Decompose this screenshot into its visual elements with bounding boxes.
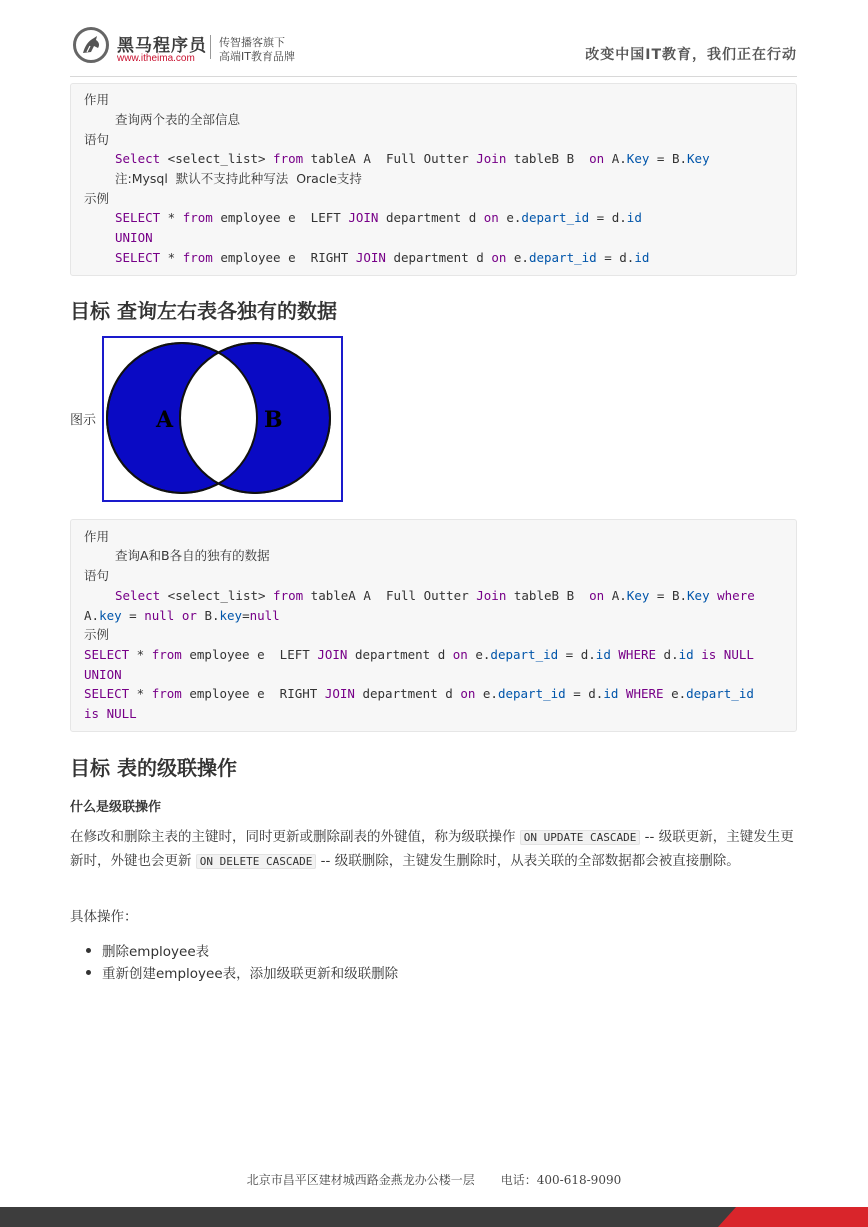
label-purpose: 作用 <box>84 529 110 544</box>
inline-code-on-delete: ON DELETE CASCADE <box>196 854 317 869</box>
brand-url: www.itheima.com <box>117 53 195 64</box>
figure-label: 图示 <box>70 413 97 428</box>
list-item: 重新创建employee表，添加级联更新和级联删除 <box>86 962 398 982</box>
cascade-subtitle: 什么是级联操作 <box>70 800 162 815</box>
section-title-cascade: 目标 表的级联操作 <box>70 756 237 780</box>
brand-tagline-2: 高端IT教育品牌 <box>219 50 295 63</box>
list-item: 删除employee表 <box>86 940 209 960</box>
syntax-note: 注:Mysql 默认不支持此种写法 Oracle支持 <box>115 171 362 186</box>
brand-tagline-1: 传智播客旗下 <box>219 36 285 49</box>
label-syntax: 语句 <box>84 132 110 147</box>
brand-name: 黑马程序员 <box>117 36 207 56</box>
logo-divider <box>210 35 211 59</box>
example-code-line-3-cont: is NULL <box>84 706 137 721</box>
horse-logo-icon <box>73 27 109 63</box>
cascade-description: 在修改和删除主表的主键时，同时更新或删除副表的外键值，称为级联操作 ON UPDATE CASCADE -- 级联更新，主键发生更新时，外键也会更新 ON DELETE CASCADE -- 级联删除，主键发生删除时，从表关联的全部数据都会被直接删除。 <box>70 829 794 869</box>
venn-label-a: A <box>156 407 174 433</box>
purpose-text: 查询A和B各自的独有的数据 <box>115 548 270 563</box>
code-block-exclusive <box>70 519 797 732</box>
venn-label-b: B <box>264 407 283 433</box>
bullet-dot-icon <box>86 948 91 953</box>
label-example: 示例 <box>84 191 110 206</box>
footer-phone: 电话：400-618-9090 <box>500 1173 622 1187</box>
example-code-line-3: SELECT * from employee e RIGHT JOIN department d on e.depart_id = d.id <box>115 250 650 265</box>
code-block-full-join <box>70 83 797 276</box>
example-code-line-1: SELECT * from employee e LEFT JOIN department d on e.depart_id = d.id WHERE d.id is NULL <box>84 647 754 662</box>
footer-accent <box>718 1207 868 1227</box>
steps-intro: 具体操作： <box>70 909 138 925</box>
label-syntax: 语句 <box>84 568 110 583</box>
page-footer <box>0 1171 868 1188</box>
section-title-exclusive: 目标 查询左右表各独有的数据 <box>70 299 337 323</box>
example-code-line-3: SELECT * from employee e RIGHT JOIN department d on e.depart_id = d.id WHERE e.depart_id <box>84 686 754 701</box>
venn-diagram <box>102 336 343 502</box>
example-code-line-1: SELECT * from employee e LEFT JOIN department d on e.depart_id = d.id <box>115 210 642 225</box>
syntax-code-line: Select <select_list> from tableA A Full Outter Join tableB B on A.Key = B.Key where <box>115 588 755 603</box>
label-purpose: 作用 <box>84 92 110 107</box>
inline-code-on-update: ON UPDATE CASCADE <box>520 830 641 845</box>
syntax-code-line-cont: A.key = null or B.key=null <box>84 608 280 623</box>
example-code-line-2: UNION <box>115 230 153 245</box>
purpose-text: 查询两个表的全部信息 <box>115 112 241 127</box>
bullet-dot-icon <box>86 970 91 975</box>
header-slogan: 改变中国IT教育，我们正在行动 <box>585 47 797 63</box>
example-code-line-2: UNION <box>84 667 122 682</box>
page-header <box>70 22 797 77</box>
syntax-code-line: Select <select_list> from tableA A Full Outter Join tableB B on A.Key = B.Key <box>115 151 710 166</box>
footer-address: 北京市昌平区建材城西路金燕龙办公楼一层 <box>246 1173 475 1187</box>
label-example: 示例 <box>84 627 110 642</box>
